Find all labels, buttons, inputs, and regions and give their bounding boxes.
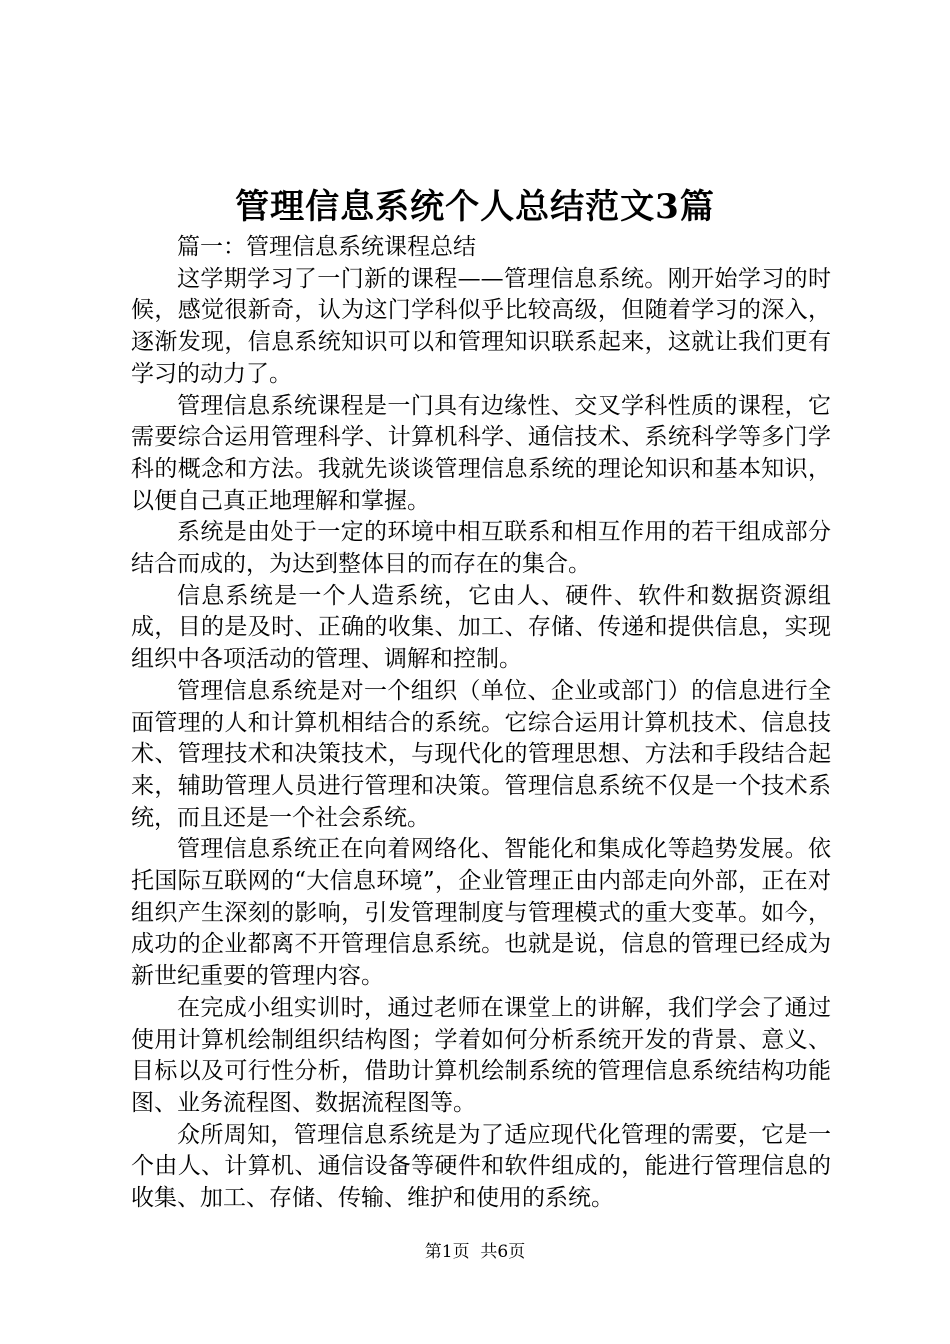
paragraph: 在完成小组实训时，通过老师在课堂上的讲解，我们学会了通过使用计算机绘制组织结构图；学着如何分析系统开发的背景、意义、目标以及可行性分析，借助计算机绘制系统的管理信息系统结构功能图、业务流程图、数据流程图等。	[131, 994, 831, 1116]
paragraph: 这学期学习了一门新的课程——管理信息系统。刚开始学习的时候，感觉很新奇，认为这门学科似乎比较高级，但随着学习的深入，逐渐发现，信息系统知识可以和管理知识联系起来，这就让我们更有学习的动力了。	[131, 265, 831, 387]
page-footer	[0, 1241, 950, 1263]
document-title: 管理信息系统个人总结范文3篇	[235, 187, 715, 227]
paragraph: 众所周知，管理信息系统是为了适应现代化管理的需要，它是一个由人、计算机、通信设备等硬件和软件组成的，能进行管理信息的收集、加工、存储、传输、维护和使用的系统。	[131, 1121, 831, 1212]
paragraph: 管理信息系统是对一个组织（单位、企业或部门）的信息进行全面管理的人和计算机相结合的系统。它综合运用计算机技术、信息技术、管理技术和决策技术，与现代化的管理思想、方法和手段结合起来，辅助管理人员进行管理和决策。管理信息系统不仅是一个技术系统，而且还是一个社会系统。	[131, 677, 831, 831]
page-number: 第1页	[424, 1242, 470, 1262]
document-body	[131, 232, 831, 1215]
paragraph: 系统是由处于一定的环境中相互联系和相互作用的若干组成部分结合而成的，为达到整体目的而存在的集合。	[131, 519, 831, 578]
section-heading: 篇一：管理信息系统课程总结	[177, 234, 476, 260]
paragraph: 信息系统是一个人造系统，它由人、硬件、软件和数据资源组成，目的是及时、正确的收集、加工、存储、传递和提供信息，实现组织中各项活动的管理、调解和控制。	[131, 582, 831, 673]
paragraph: 管理信息系统课程是一门具有边缘性、交叉学科性质的课程，它需要综合运用管理科学、计算机科学、通信技术、系统科学等多门学科的概念和方法。我就先谈谈管理信息系统的理论知识和基本知识，以便自己真正地理解和掌握。	[131, 392, 831, 514]
page-total: 共6页	[480, 1242, 526, 1262]
paragraph: 管理信息系统正在向着网络化、智能化和集成化等趋势发展。依托国际互联网的“大信息环境”，企业管理正由内部走向外部，正在对组织产生深刻的影响，引发管理制度与管理模式的重大变革。如今，成功的企业都离不开管理信息系统。也就是说，信息的管理已经成为新世纪重要的管理内容。	[131, 836, 831, 990]
